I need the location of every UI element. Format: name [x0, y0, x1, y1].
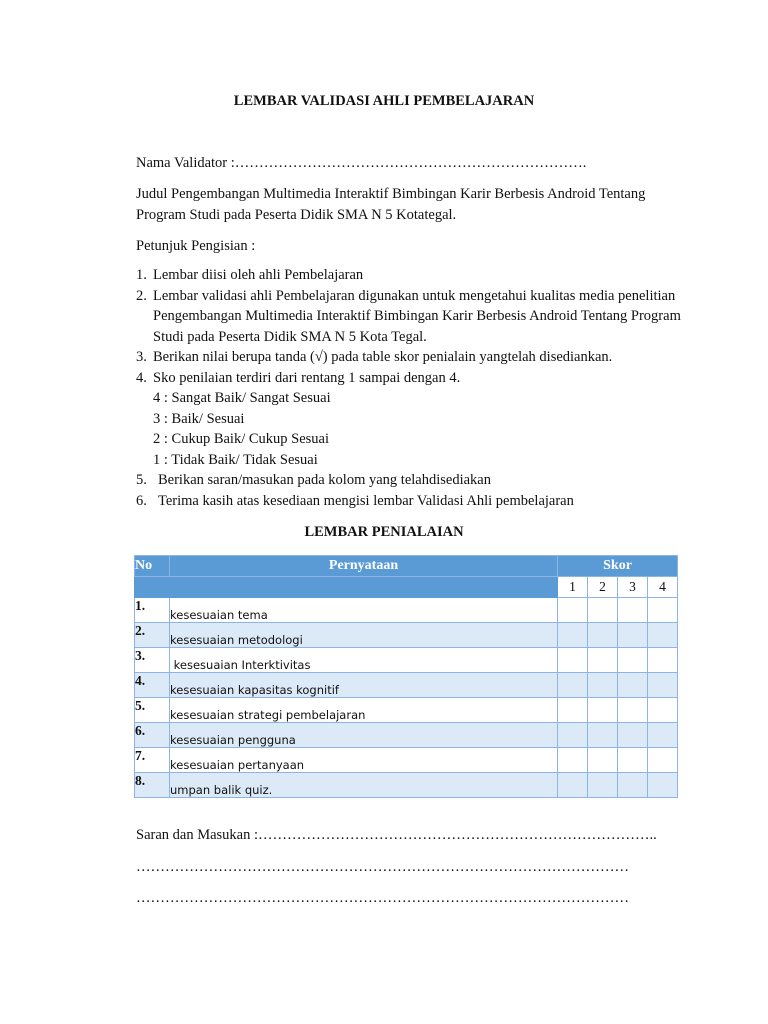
suggestions-line[interactable]: …………………………………………………………………………………………: [136, 859, 629, 875]
score-cell[interactable]: [618, 673, 648, 698]
table-row: [135, 623, 678, 648]
score-column-header: 1: [558, 577, 588, 598]
row-statement: kesesuaian strategi pembelajaran: [170, 698, 558, 723]
row-statement: kesesuaian metodologi: [170, 623, 558, 648]
instruction-item: 4. Sko penilaian terdiri dari rentang 1 sampai dengan 4.: [136, 369, 461, 386]
score-cell[interactable]: [648, 723, 678, 748]
instructions-label: Petunjuk Pengisian :: [136, 238, 256, 254]
score-cell[interactable]: [618, 698, 648, 723]
score-cell[interactable]: [558, 623, 588, 648]
judul-line-1: Judul Pengembangan Multimedia Interaktif Bimbingan Karir Berbesis Android Tentang: [136, 186, 646, 202]
score-cell[interactable]: [648, 598, 678, 623]
scale-item: 4 : Sangat Baik/ Sangat Sesuai: [153, 390, 331, 406]
score-cell[interactable]: [648, 773, 678, 798]
row-statement: kesesuaian Interktivitas: [170, 648, 558, 673]
table-row: [135, 648, 678, 673]
score-cell[interactable]: [588, 598, 618, 623]
score-cell[interactable]: [648, 673, 678, 698]
row-number: 3.: [135, 648, 170, 673]
row-statement: umpan balik quiz.: [170, 773, 558, 798]
suggestions-field[interactable]: Saran dan Masukan :………………………………………………………………………..: [136, 827, 657, 843]
score-cell[interactable]: [648, 748, 678, 773]
score-scale-list: [136, 388, 681, 470]
assessment-title: LEMBAR PENIALAIAN: [304, 524, 464, 540]
row-number: 8.: [135, 773, 170, 798]
page-title: LEMBAR VALIDASI AHLI PEMBELAJARAN: [233, 93, 535, 109]
score-cell[interactable]: [558, 598, 588, 623]
score-cell[interactable]: [618, 748, 648, 773]
suggestions-line[interactable]: …………………………………………………………………………………………: [136, 890, 629, 906]
instruction-item: 2. Lembar validasi ahli Pembelajaran digunakan untuk mengetahui kualitas media penelitian Pengembangan Multimedia Interaktif Bimbingan Karir Berbesis Android Tentang Program Studi pada Peserta Didik SMA N 5 Kota Tegal.: [136, 287, 681, 345]
validator-name-field[interactable]: Nama Validator :……………………………………………………………….: [136, 155, 587, 171]
scale-item: 2 : Cukup Baik/ Cukup Sesuai: [153, 431, 330, 447]
header-no-fill: [135, 577, 170, 598]
score-cell[interactable]: [558, 773, 588, 798]
assessment-table: [134, 555, 678, 798]
score-cell[interactable]: [618, 723, 648, 748]
score-column-header: 2: [588, 577, 618, 598]
score-cell[interactable]: [588, 648, 618, 673]
row-statement: kesesuaian pengguna: [170, 723, 558, 748]
table-row: [135, 748, 678, 773]
score-cell[interactable]: [558, 698, 588, 723]
row-number: 7.: [135, 748, 170, 773]
score-cell[interactable]: [558, 748, 588, 773]
row-statement: kesesuaian kapasitas kognitif: [170, 673, 558, 698]
table-row: [135, 723, 678, 748]
judul-paragraph: [136, 184, 681, 226]
score-cell[interactable]: [588, 723, 618, 748]
instruction-item: 3. Berikan nilai berupa tanda (√) pada table skor penialain yangtelah disediankan.: [136, 349, 613, 365]
score-cell[interactable]: [558, 723, 588, 748]
header-score: Skor: [558, 556, 678, 577]
score-cell[interactable]: [618, 773, 648, 798]
score-cell[interactable]: [648, 698, 678, 723]
instruction-item: 1. Lembar diisi oleh ahli Pembelajaran: [136, 267, 364, 283]
header-no: No: [135, 556, 170, 577]
score-cell[interactable]: [618, 598, 648, 623]
row-statement: kesesuaian pertanyaan: [170, 748, 558, 773]
scale-item: 1 : Tidak Baik/ Tidak Sesuai: [153, 451, 318, 468]
row-number: 2.: [135, 623, 170, 648]
score-cell[interactable]: [618, 623, 648, 648]
score-column-header: 4: [648, 577, 678, 598]
score-cell[interactable]: [588, 773, 618, 798]
row-number: 5.: [135, 698, 170, 723]
table-row: [135, 673, 678, 698]
header-statement: Pernyataan: [170, 556, 558, 577]
instruction-item: 6. Terima kasih atas kesediaan mengisi lembar Validasi Ahli pembelajaran: [136, 492, 574, 509]
table-row: [135, 698, 678, 723]
score-cell[interactable]: [648, 648, 678, 673]
score-cell[interactable]: [588, 673, 618, 698]
row-number: 6.: [135, 723, 170, 748]
score-cell[interactable]: [588, 623, 618, 648]
score-cell[interactable]: [588, 748, 618, 773]
table-row: [135, 598, 678, 623]
score-cell[interactable]: [618, 648, 648, 673]
score-column-header: 3: [618, 577, 648, 598]
score-cell[interactable]: [588, 698, 618, 723]
judul-line-2: Program Studi pada Peserta Didik SMA N 5 Kotategal.: [136, 207, 457, 223]
scale-item: 3 : Baik/ Sesuai: [153, 410, 245, 427]
score-cell[interactable]: [558, 648, 588, 673]
row-number: 4.: [135, 673, 170, 698]
row-number: 1.: [135, 598, 170, 623]
instruction-item: 5. Berikan saran/masukan pada kolom yang telahdisediakan: [136, 472, 491, 488]
table-row: [135, 773, 678, 798]
score-cell[interactable]: [558, 673, 588, 698]
instruction-list: [136, 265, 681, 511]
header-statement-fill: [170, 577, 558, 598]
score-cell[interactable]: [648, 623, 678, 648]
row-statement: kesesuaian tema: [170, 598, 558, 623]
